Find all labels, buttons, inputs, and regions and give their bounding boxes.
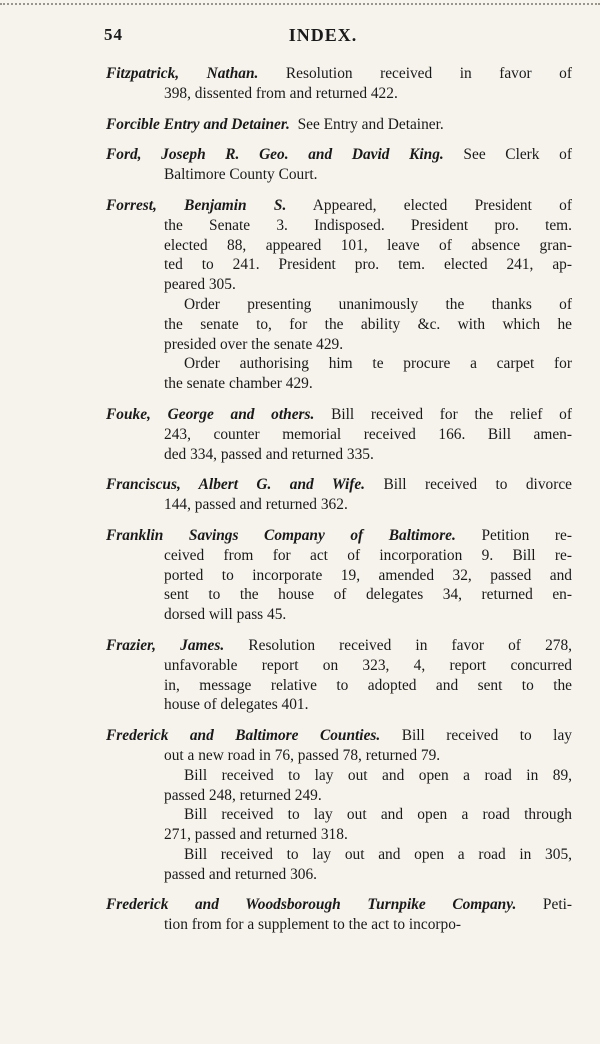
entry-heading: Frederick and Baltimore Counties. [106,727,381,745]
entry-heading: Forcible Entry and Detainer. [106,115,290,133]
entry-text: Appeared, elected President of [312,196,573,214]
entry-heading: Fouke, George and others. [106,405,315,423]
entry-text: the senate to, for the ability &c. with which he [164,315,572,333]
page-header [0,25,600,51]
entry-text: ded 334, passed and returned 335. [164,445,374,463]
entry-text: out a new road in 76, passed 78, returned 79. [164,746,441,764]
entry-heading: Franklin Savings Company of Baltimore. [106,526,456,544]
entry-text: Petition re- [481,526,572,544]
index-entry-franklin-savings [106,526,572,625]
entry-text: Bill received to lay out and open a road through [184,806,572,824]
index-entry-fouke [106,405,572,464]
entry-text: passed and returned 306. [164,865,318,883]
index-entry-frederick-woodsborough [106,895,572,935]
index-entry-frederick-baltimore [106,726,572,884]
page-number: 54 [104,25,123,44]
entry-text: Bill received to lay out and open a road in 89, [184,766,572,784]
entry-heading: Ford, Joseph R. Geo. and David King. [106,146,444,164]
index-entry-forcible-entry [106,115,572,135]
entry-text: 271, passed and returned 318. [164,826,348,844]
entry-text: presided over the senate 429. [164,335,344,353]
entry-text: the Senate 3. Indisposed. President pro. tem. [164,216,572,234]
entry-text: 144, passed and returned 362. [164,496,348,514]
entry-text: sent to the house of delegates 34, returned en- [164,586,572,604]
index-content [106,64,572,946]
index-entry-franciscus [106,475,572,515]
entry-text: ted to 241. President pro. tem. elected 241, ap- [164,256,572,274]
entry-text: Baltimore County Court. [164,166,318,184]
index-entry-forrest [106,196,572,394]
page-top-rule [0,3,600,7]
entry-text: ceived from for act of incorporation 9. Bill re- [164,546,572,564]
entry-text: 398, dissented from and returned 422. [164,84,398,102]
entry-text: 243, counter memorial received 166. Bill amen- [164,425,572,443]
entry-text: Order presenting unanimously the thanks of [184,295,572,313]
entry-text: passed 248, returned 249. [164,786,322,804]
entry-heading: Franciscus, Albert G. and Wife. [106,476,366,494]
entry-heading: Frazier, James. [106,636,225,654]
entry-text: Bill received to lay out and open a road in 305, [184,845,572,863]
entry-text: Order authorising him te procure a carpet for [184,355,572,373]
entry-heading: Forrest, Benjamin S. [106,196,287,214]
index-entry-frazier [106,636,572,715]
entry-text: Bill received to lay [401,727,572,745]
entry-text: Bill received to divorce [383,476,572,494]
entry-text: dorsed will pass 45. [164,606,287,624]
index-entry-ford [106,145,572,185]
entry-text: Peti- [542,896,572,914]
index-entry-fitzpatrick [106,64,572,104]
entry-text: in, message relative to adopted and sent to the [164,676,572,694]
entry-text: Resolution received in favor of 278, [248,636,572,654]
entry-text: Bill received for the relief of [331,405,572,423]
entry-text: ported to incorporate 19, amended 32, passed and [164,566,572,584]
entry-text: the senate chamber 429. [164,375,313,393]
entry-text: house of delegates 401. [164,696,309,714]
entry-text: See Entry and Detainer. [297,115,444,133]
entry-text: elected 88, appeared 101, leave of absence gran- [164,236,572,254]
entry-text: Resolution received in favor of [285,65,572,82]
entry-heading: Frederick and Woodsborough Turnpike Company. [106,896,517,914]
page-title: INDEX. [288,25,358,45]
entry-text: peared 305. [164,276,236,294]
entry-text: unfavorable report on 323, 4, report concurred [164,656,572,674]
entry-text: tion from for a supplement to the act to incorpo- [164,916,462,934]
entry-text: See Clerk of [463,146,572,164]
entry-heading: Fitzpatrick, Nathan. [106,65,259,82]
